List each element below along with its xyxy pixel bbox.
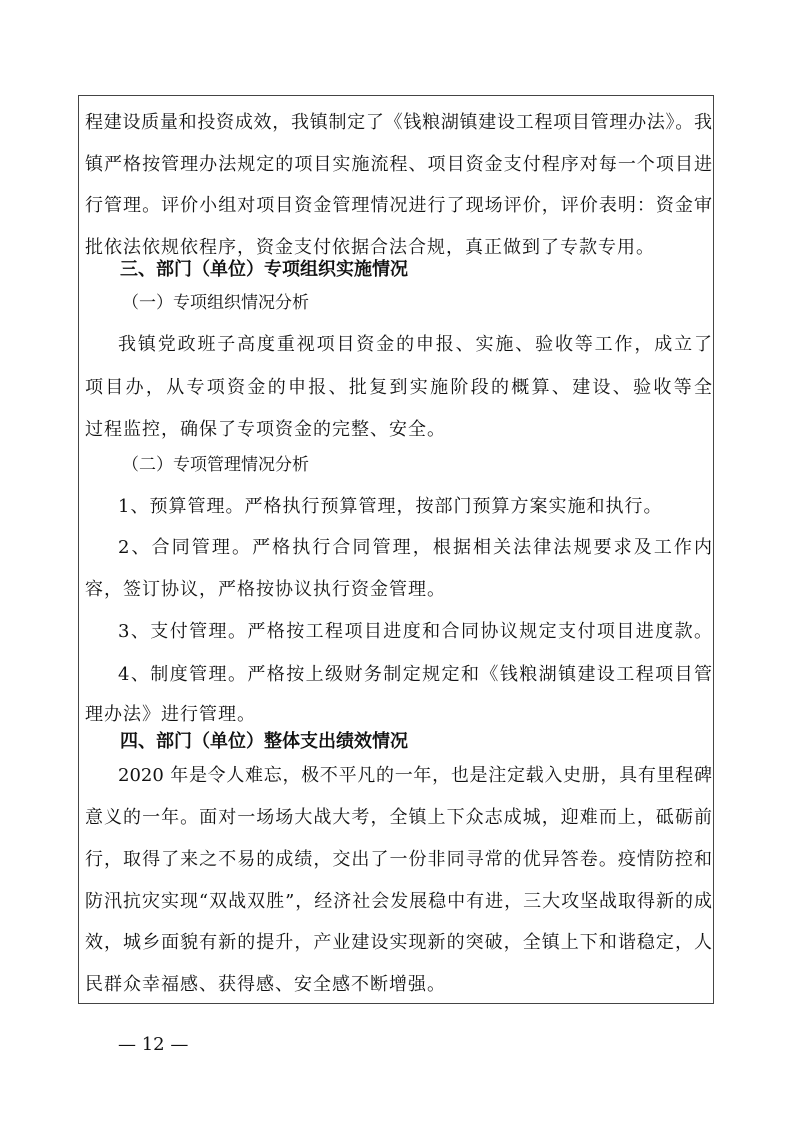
text-line: 防汛抗灾实现“双战双胜”，经济社会发展稳中有进，三大攻坚战取得新的成 — [85, 891, 712, 912]
text-line: 镇严格按管理办法规定的项目实施流程、项目资金支付程序对每一个项目进 — [85, 154, 712, 175]
text-line: 程建设质量和投资成效，我镇制定了《钱粮湖镇建设工程项目管理办法》。我 — [85, 112, 712, 133]
text-line: 3、支付管理。严格按工程项目进度和合同协议规定支付项目进度款。 — [118, 621, 712, 642]
text-line: 行，取得了来之不易的成绩，交出了一份非同寻常的优异答卷。疫情防控和 — [85, 849, 712, 870]
text-line: 意义的一年。面对一场场大战大考，全镇上下众志成城，迎难而上，砥砺前 — [85, 807, 712, 828]
text-line: 理办法》进行管理。 — [85, 704, 256, 725]
text-line: 2020 年是令人难忘，极不平凡的一年，也是注定载入史册，具有里程碑 — [118, 765, 712, 786]
section-heading-3: 三、部门（单位）专项组织实施情况 — [120, 259, 408, 280]
text-line: 项目办，从专项资金的申报、批复到实施阶段的概算、建设、验收等全 — [85, 377, 712, 398]
text-line: 2、合同管理。严格执行合同管理，根据相关法律法规要求及工作内 — [118, 537, 712, 558]
text-line: 民群众幸福感、获得感、安全感不断增强。 — [85, 974, 446, 995]
text-line: 行管理。评价小组对项目资金管理情况进行了现场评价，评价表明：资金审 — [85, 195, 712, 216]
text-line: 过程监控，确保了专项资金的完整、安全。 — [85, 419, 446, 440]
text-line: 4、制度管理。严格按上级财务制定规定和《钱粮湖镇建设工程项目管 — [118, 664, 712, 685]
page-number: — 12 — — [118, 1034, 189, 1055]
text-line: 我镇党政班子高度重视项目资金的申报、实施、验收等工作，成立了 — [118, 334, 712, 355]
text-line: 容，签订协议，严格按协议执行资金管理。 — [85, 579, 446, 600]
text-line: 效，城乡面貌有新的提升，产业建设实现新的突破，全镇上下和谐稳定，人 — [85, 932, 712, 953]
subheading-2: （二）专项管理情况分析 — [122, 455, 309, 475]
text-line: 批依法依规依程序，资金支付依据合法合规，真正做到了专款专用。 — [85, 237, 655, 258]
text-line: 1、预算管理。严格执行预算管理，按部门预算方案实施和执行。 — [118, 496, 663, 517]
subheading-1: （一）专项组织情况分析 — [122, 293, 309, 313]
section-heading-4: 四、部门（单位）整体支出绩效情况 — [120, 731, 408, 752]
